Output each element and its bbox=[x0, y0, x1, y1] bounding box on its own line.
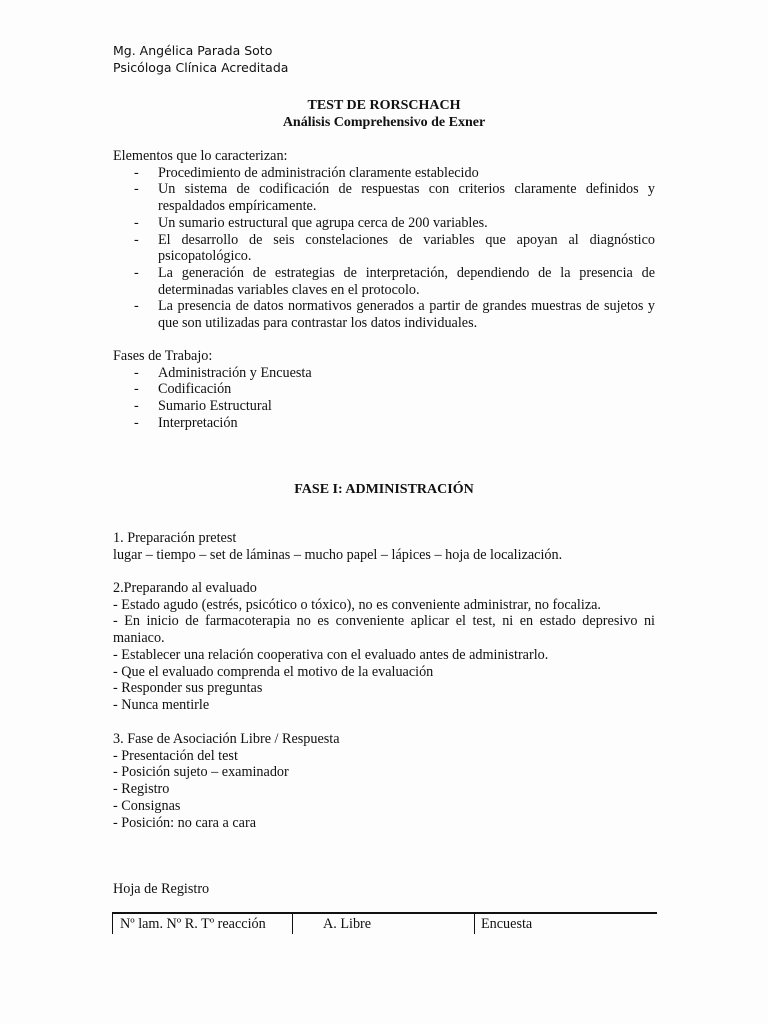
evaluado-title: 2.Preparando al evaluado bbox=[113, 580, 257, 596]
list-item: - Codificación bbox=[134, 381, 232, 398]
table-header-libre: A. Libre bbox=[323, 916, 372, 932]
list-item: - Establecer una relación cooperativa con el evaluado antes de administrarlo. bbox=[113, 646, 549, 663]
prep-section bbox=[113, 530, 655, 563]
list-item: - Consignas bbox=[113, 797, 181, 814]
author-role: Psicóloga Clínica Acreditada bbox=[113, 60, 289, 75]
list-item: - El desarrollo de seis constelaciones de variables que apoyan al diagnóstico psicopatológico. bbox=[134, 231, 655, 265]
prep-title: 1. Preparación pretest bbox=[113, 530, 237, 546]
list-item: - Un sistema de codificación de respuestas con criterios claramente definidos y respaldados empíricamente. bbox=[134, 181, 655, 215]
hoja-title: Hoja de Registro bbox=[113, 881, 210, 897]
table-divider bbox=[474, 914, 475, 934]
list-item: - En inicio de farmacoterapia no es conveniente aplicar el test, ni en estado depresivo ni maniaco. bbox=[113, 613, 655, 647]
document-subtitle: Análisis Comprehensivo de Exner bbox=[282, 115, 486, 130]
author-name: Mg. Angélica Parada Soto bbox=[113, 43, 273, 58]
phase1-title: FASE I: ADMINISTRACIÓN bbox=[294, 482, 474, 497]
document-title: TEST DE RORSCHACH bbox=[307, 98, 461, 113]
prep-text: lugar – tiempo – set de láminas – mucho papel – lápices – hoja de localización. bbox=[113, 546, 563, 563]
list-item: - Sumario Estructural bbox=[134, 398, 272, 415]
list-item: - La generación de estrategias de interpretación, dependiendo de la presencia de determinadas variables claves en el protocolo. bbox=[134, 264, 655, 298]
phases-list bbox=[113, 365, 655, 432]
hoja-section bbox=[113, 881, 655, 898]
asociacion-section bbox=[113, 731, 655, 831]
table-divider bbox=[112, 914, 113, 934]
evaluado-section bbox=[113, 580, 655, 714]
table-header-encuesta: Encuesta bbox=[481, 916, 533, 932]
table-divider bbox=[292, 914, 293, 934]
elements-list bbox=[113, 165, 655, 332]
elements-section bbox=[113, 148, 655, 332]
list-item: - Posición: no cara a cara bbox=[113, 814, 256, 831]
list-item: - Estado agudo (estrés, psicótico o tóxico), no es conveniente administrar, no focaliza. bbox=[113, 596, 601, 613]
list-item: - Administración y Encuesta bbox=[134, 364, 312, 381]
elements-heading: Elementos que lo caracterizan: bbox=[113, 148, 288, 164]
registro-table bbox=[112, 912, 657, 936]
list-item: - Registro bbox=[113, 781, 170, 798]
list-item: - Procedimiento de administración claramente establecido bbox=[134, 164, 479, 181]
page-header bbox=[113, 42, 288, 76]
list-item: - La presencia de datos normativos generados a partir de grandes muestras de sujetos y que son utilizadas para contrastar los datos individuales. bbox=[134, 298, 655, 332]
list-item: - Responder sus preguntas bbox=[113, 680, 263, 697]
list-item: - Nunca mentirle bbox=[113, 696, 210, 713]
phases-section bbox=[113, 348, 655, 432]
list-item: - Presentación del test bbox=[113, 747, 238, 764]
list-item: - Interpretación bbox=[134, 414, 238, 431]
phases-heading: Fases de Trabajo: bbox=[113, 348, 213, 364]
table-header-lam: Nº lam. Nº R. Tº reacción bbox=[120, 916, 266, 932]
list-item: - Que el evaluado comprenda el motivo de la evaluación bbox=[113, 663, 434, 680]
list-item: - Un sumario estructural que agrupa cerca de 200 variables. bbox=[134, 214, 488, 231]
list-item: - Posición sujeto – examinador bbox=[113, 764, 289, 781]
asociacion-title: 3. Fase de Asociación Libre / Respuesta bbox=[113, 731, 340, 747]
